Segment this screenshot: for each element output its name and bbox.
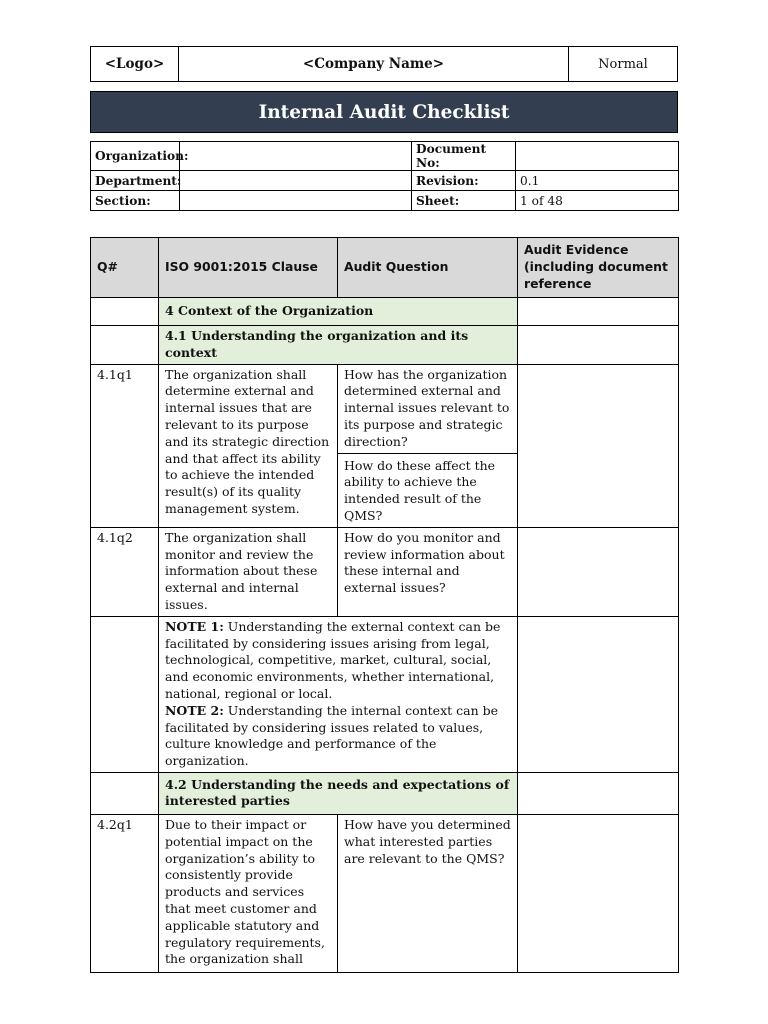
logo-placeholder: <Logo>	[91, 47, 179, 81]
evidence-cell[interactable]	[518, 364, 679, 527]
department-field[interactable]	[180, 171, 412, 191]
section-heading-4-2: 4.2 Understanding the needs and expectations of interested parties	[159, 772, 518, 814]
table-header-row	[91, 238, 679, 298]
question-number: 4.2q1	[91, 814, 159, 972]
section-heading-4: 4 Context of the Organization	[159, 298, 518, 326]
note-2-label: NOTE 2:	[165, 702, 224, 718]
clause-text: Due to their impact or potential impact on the organization’s ability to consistently provide products and services that meet customer and applicable statutory and regulatory requirements, the organization shall	[159, 814, 338, 972]
column-header-question: Audit Question	[338, 238, 518, 298]
section-label: Section:	[91, 191, 180, 211]
notes-cell	[159, 616, 518, 772]
document-header	[90, 46, 678, 82]
empty-cell	[91, 616, 159, 772]
clause-text: The organization shall determine external and internal issues that are relevant to its purpose and its strategic direction and that affect its ability to achieve the intended result(s) of its quality management system.	[159, 364, 338, 527]
audit-question: How do these affect the ability to achieve the intended result of the QMS?	[344, 457, 496, 523]
column-header-evidence: Audit Evidence (including document reference	[518, 238, 679, 298]
question-number: 4.1q1	[91, 364, 159, 527]
sheet-label: Sheet:	[412, 191, 516, 211]
evidence-cell[interactable]	[518, 527, 679, 616]
revision-field[interactable]: 0.1	[516, 171, 679, 191]
evidence-cell[interactable]	[518, 298, 679, 326]
audit-question: How do you monitor and review information about these internal and external issues?	[338, 527, 518, 616]
audit-question: How has the organization determined external and internal issues relevant to its purpose and strategic direction?	[338, 365, 517, 454]
department-label: Department:	[91, 171, 180, 191]
section-row	[91, 326, 679, 365]
organization-label: Organization:	[91, 142, 180, 171]
info-row	[91, 171, 679, 191]
revision-label: Revision:	[412, 171, 516, 191]
table-row	[91, 814, 679, 972]
evidence-cell[interactable]	[518, 772, 679, 814]
document-no-field[interactable]	[516, 142, 679, 171]
note-1-label: NOTE 1:	[165, 618, 224, 634]
evidence-cell[interactable]	[518, 326, 679, 365]
evidence-cell[interactable]	[518, 616, 679, 772]
evidence-cell[interactable]	[518, 814, 679, 972]
company-name: <Company Name>	[179, 47, 569, 81]
section-heading-4-1: 4.1 Understanding the organization and its context	[159, 326, 518, 365]
table-row	[91, 364, 679, 527]
empty-cell	[91, 298, 159, 326]
audit-question: How have you determined what interested parties are relevant to the QMS?	[338, 814, 518, 972]
document-title: Internal Audit Checklist	[90, 91, 678, 133]
document-no-label: Document No:	[412, 142, 516, 171]
document-info-table	[90, 141, 679, 211]
empty-cell	[91, 772, 159, 814]
question-number: 4.1q2	[91, 527, 159, 616]
audit-checklist-table	[90, 237, 679, 973]
empty-cell	[91, 326, 159, 365]
table-row	[91, 527, 679, 616]
section-field[interactable]	[180, 191, 412, 211]
audit-question-cell	[338, 364, 518, 527]
organization-field[interactable]	[180, 142, 412, 171]
section-row	[91, 298, 679, 326]
section-row	[91, 772, 679, 814]
clause-text: The organization shall monitor and review the information about these external and internal issues.	[159, 527, 338, 616]
column-header-clause: ISO 9001:2015 Clause	[159, 238, 338, 298]
column-header-q: Q#	[91, 238, 159, 298]
sheet-field[interactable]: 1 of 48	[516, 191, 679, 211]
note-row	[91, 616, 679, 772]
classification-label: Normal	[598, 56, 648, 72]
note-2-text: Understanding the internal context can be facilitated by considering issues related to values, culture knowledge and performance of the organization.	[165, 702, 498, 769]
info-row	[91, 142, 679, 171]
note-1-text: Understanding the external context can be facilitated by considering issues arising from legal, technological, competitive, market, cultural, social, and economic environments, whether international, national, regional or local.	[165, 618, 501, 701]
info-row	[91, 191, 679, 211]
